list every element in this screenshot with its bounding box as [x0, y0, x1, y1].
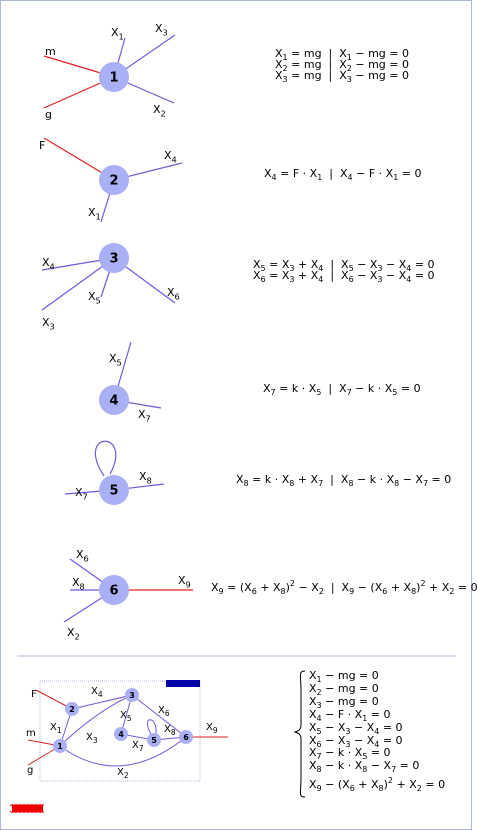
mini-node-label: 1: [57, 742, 63, 751]
node-label: 5: [109, 483, 119, 499]
subgraph-tab: [166, 680, 200, 687]
edge-label-x7: $X_7$: [75, 486, 88, 502]
node-row-1: [44, 22, 175, 121]
system-equation: $X_5 - X_3 - X_4 = 0$: [309, 720, 403, 736]
mini-label-x4: $X_4$: [91, 686, 103, 699]
mini-label-x1: $X_1$: [50, 722, 62, 735]
mini-label-x5: $X_5$: [120, 710, 132, 723]
equation-node-1: $X_2$ = mg | $X_2$ − mg = 0: [275, 58, 409, 73]
mini-label-x6: $X_6$: [158, 705, 170, 718]
edge-label-x9: $X_9$: [178, 574, 191, 590]
edge-label-x7: $X_7$: [138, 408, 151, 424]
edge-label-x5: $X_5$: [109, 352, 122, 368]
node-label: 6: [109, 583, 119, 599]
system-equation: $X_3$ − mg = 0: [309, 694, 379, 710]
node-label: 2: [109, 173, 119, 189]
edge-label-x8: $X_8$: [139, 470, 152, 486]
mini-node-label: 5: [151, 736, 157, 745]
mini-label-x3: $X_3$: [86, 732, 98, 745]
mini-label-g: g: [27, 765, 34, 776]
equation-node-3: $X_5 = X_3 + X_4$ | $X_5 - X_3 - X_4 = 0$: [253, 258, 435, 273]
equation-node-1: $X_3$ = mg | $X_3$ − mg = 0: [275, 69, 409, 84]
node-row-6: [64, 548, 193, 641]
edge-label-x4: $X_4$: [42, 256, 55, 272]
node-row-2: [39, 138, 182, 222]
equation-system: [309, 670, 445, 792]
edge-label-x2: $X_2$: [67, 626, 80, 642]
edge-label-x3: $X_3$: [42, 316, 55, 332]
mini-label-x7: $X_7$: [132, 740, 144, 753]
mini-edge-x2: [60, 737, 186, 766]
node-row-5: [65, 441, 164, 505]
mini-node-label: 4: [118, 730, 124, 739]
system-equation: $X_7 - k \cdot X_5 = 0$: [309, 746, 391, 762]
mini-label-x8: $X_8$: [164, 724, 176, 737]
equation-node-2: $X_4 = F \cdot X_1$ | $X_4 - F \cdot X_1 = 0$: [264, 167, 422, 182]
edge-label-f: F: [39, 139, 46, 152]
edge-label-x3: $X_3$: [155, 22, 168, 38]
mini-label-x2: $X_2$: [117, 767, 129, 780]
edge-label-m: m: [45, 45, 56, 58]
edge-label-x8: $X_8$: [72, 576, 85, 592]
equation-node-1: $X_1$ = mg | $X_1$ − mg = 0: [275, 47, 409, 62]
mini-node-label: 6: [183, 733, 189, 742]
node-label: 1: [109, 70, 119, 86]
equation-node-5: $X_8 = k \cdot X_8 + X_7$ | $X_8 - k \cdot X_8 - X_7 = 0$: [236, 473, 452, 488]
equation-node-4: $X_7 = k \cdot X_5$ | $X_7 - k \cdot X_5 = 0$: [263, 382, 421, 397]
equation-node-3: $X_6 = X_3 + X_4$ | $X_6 - X_3 - X_4 = 0$: [253, 269, 435, 284]
brace: [295, 671, 305, 797]
edge-label-g: g: [45, 108, 52, 121]
system-equation: $X_9 - (X_6 + X_8)^2 + X_2 = 0$: [309, 776, 446, 794]
edge-label-x4: $X_4$: [164, 149, 177, 165]
system-equation: $X_1$ − mg = 0: [309, 669, 379, 684]
edge-label-x6: $X_6$: [76, 548, 89, 564]
node-label: 3: [109, 251, 119, 267]
edge-label-x1: $X_1$: [111, 26, 124, 42]
self-loop-edge: [95, 441, 115, 476]
edge-label-x6: $X_6$: [167, 286, 180, 302]
mini-edge-x6: [132, 695, 186, 737]
mini-label-x9: $X_9$: [206, 722, 218, 735]
mini-self-loop: [147, 720, 156, 734]
node-label: 4: [109, 393, 119, 409]
node-row-4: [99, 342, 161, 423]
system-equation: $X_4 - F \cdot X_1 = 0$: [309, 707, 391, 723]
edge-label-x5: $X_5$: [88, 290, 101, 306]
edge-label-x1: $X_1$: [88, 206, 101, 222]
system-equation: $X_6 - X_3 - X_4 = 0$: [309, 733, 403, 749]
toggle-icon: [9, 803, 46, 814]
mini-label-m: m: [26, 728, 36, 739]
system-equation: $X_8 - k \cdot X_8 - X_7 = 0$: [309, 759, 420, 775]
equation-node-6: $X_9 = (X_6 + X_8)^2 - X_2$ | $X_9 - (X_6 + X_8)^2 + X_2 = 0$: [211, 579, 478, 596]
toggle-button[interactable]: [9, 799, 46, 810]
node-row-3: [42, 243, 180, 331]
mini-node-label: 2: [69, 705, 75, 714]
mini-label-f: F: [31, 689, 37, 700]
system-equation: $X_2$ − mg = 0: [309, 681, 379, 697]
edge-label-x2: $X_2$: [153, 103, 166, 119]
mini-node-label: 3: [129, 691, 135, 700]
